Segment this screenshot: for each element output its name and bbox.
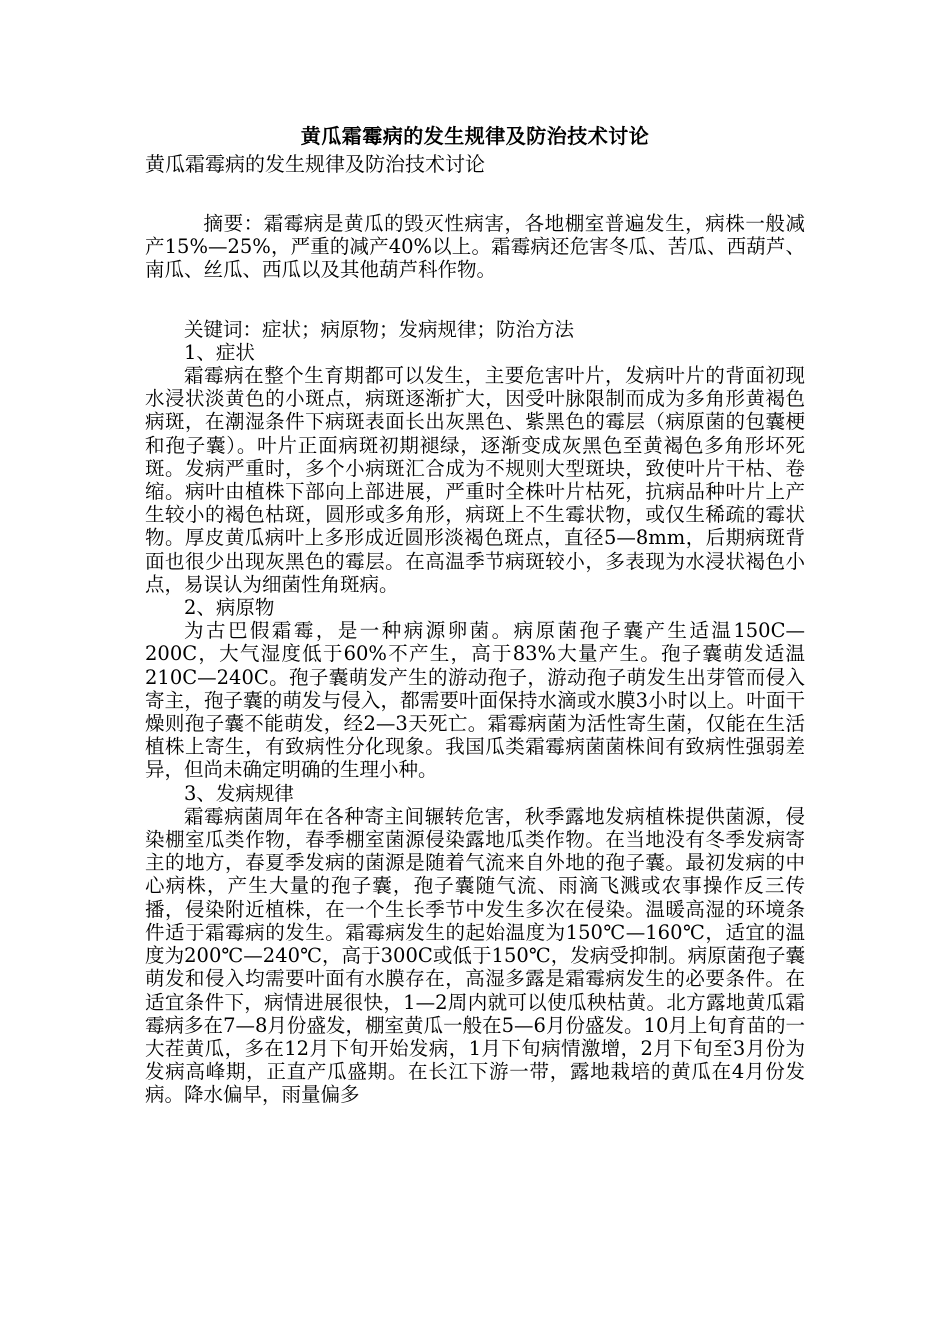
document-subtitle: 黄瓜霜霉病的发生规律及防治技术讨论 — [145, 152, 485, 176]
section-body-pattern: 霜霉病菌周年在各种寄主间辗转危害，秋季露地发病植株提供菌源，侵染棚室瓜类作物，春季棚室菌源侵染露地瓜类作物。在当地没有冬季发病寄主的地方，春夏季发病的菌源是随着气流来自外地的孢子囊。最初发病的中心病株，产生大量的孢子囊，孢子囊随气流、雨滴飞溅或农事操作反三传播，侵染附近植株，在一个生长季节中发生多次在侵染。温暖高湿的环境条件适于霜霉病的发生。霜霉病发生的起始温度为150℃—160℃，适宜的温度为200℃—240℃，高于300C或低于150℃，发病受抑制。病原菌孢子囊萌发和侵入均需要叶面有水膜存在，高湿多露是霜霉病发生的必要条件。在适宜条件下，病情进展很快，1—2周内就可以使瓜秧枯黄。北方露地黄瓜霜霉病多在7—8月份盛发，棚室黄瓜一般在5—6月份盛发。10月上旬育苗的一大茬黄瓜，多在12月下旬开始发病，1月下旬病情激增，2月下旬至3月份为发病高峰期，正直产瓜盛期。在长江下游一带，露地栽培的黄瓜在4月份发病。降水偏早，雨量偏多 — [145, 804, 805, 1107]
section-heading-pathogen: 2、病原物 — [184, 596, 275, 620]
section-heading-symptoms: 1、症状 — [184, 340, 255, 364]
section-body-pathogen: 为古巴假霜霉，是一种病源卵菌。病原菌孢子囊产生适温150C—200C，大气湿度低于60%不产生，高于83%大量产生。孢子囊萌发适温210C—240C。孢子囊萌发产生的游动孢子，游动孢子萌发生出芽管而侵入寄主，孢子囊的萌发与侵入，都需要叶面保持水滴或水膜3小时以上。叶面干燥则孢子囊不能萌发，经2—3天死亡。霜霉病菌为活性寄生菌，仅能在生活植株上寄生，有致病性分化现象。我国瓜类霜霉病菌菌株间有致病性强弱差异，但尚未确定明确的生理小种。 — [145, 619, 805, 782]
section-body-symptoms: 霜霉病在整个生育期都可以发生，主要危害叶片，发病叶片的背面初现水浸状淡黄色的小斑点，病斑逐渐扩大，因受叶脉限制而成为多角形黄褐色病斑，在潮湿条件下病斑表面长出灰黑色、紫黑色的霉层（病原菌的包囊梗和孢子囊）。叶片正面病斑初期褪绿，逐渐变成灰黑色至黄褐色多角形坏死斑。发病严重时，多个小病斑汇合成为不规则大型斑块，致使叶片干枯、卷缩。病叶由植株下部向上部进展，严重时全株叶片枯死，抗病品种叶片上产生较小的褐色枯斑，圆形或多角形，病斑上不生霉状物，或仅生稀疏的霉状物。厚皮黄瓜病叶上多形成近圆形淡褐色斑点，直径5—8mm，后期病斑背面也很少出现灰黑色的霉层。在高温季节病斑较小，多表现为水浸状褐色小点，易误认为细菌性角斑病。 — [145, 364, 805, 596]
section-heading-pattern: 3、发病规律 — [184, 781, 294, 805]
document-title: 黄瓜霜霉病的发生规律及防治技术讨论 — [300, 124, 650, 148]
abstract-paragraph: 摘要：霜霉病是黄瓜的毁灭性病害，各地棚室普遍发生，病株一般减产15%—25%，严重的减产40%以上。霜霉病还危害冬瓜、苦瓜、西葫芦、南瓜、丝瓜、西瓜以及其他葫芦科作物。 — [145, 212, 805, 282]
keywords-line: 关键词：症状；病原物；发病规律；防治方法 — [184, 317, 575, 341]
document-page — [145, 122, 805, 1107]
